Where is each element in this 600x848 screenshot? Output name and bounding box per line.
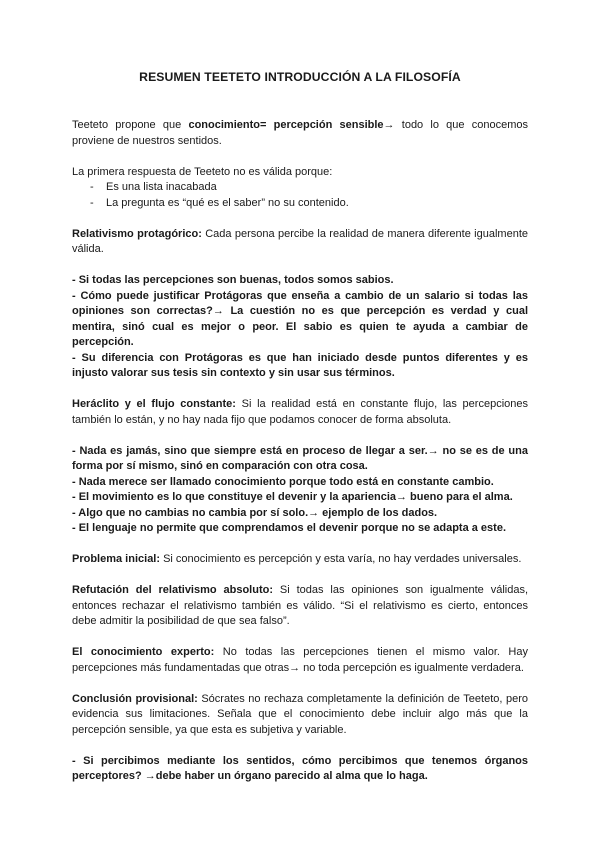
section-label: Heráclito y el flujo constante: [72, 398, 236, 410]
bold-term: conocimiento= percepción sensible [188, 119, 384, 131]
bold-text: - Si percibimos mediante los sentidos, cómo percibimos que tenemos órganos perceptores? →debe haber un órgano parecido al alma que lo haga. [72, 754, 528, 782]
paragraph-conclusion [72, 692, 528, 739]
text-run: Cada persona percibe la realidad de manera diferente igualmente válida. [72, 227, 528, 255]
paragraph-initial-problem [72, 552, 528, 568]
paragraph-first-answer: La primera respuesta de Teeteto no es válida porque: [72, 165, 333, 178]
text-run: Si todas las opiniones son igualmente válidas, entonces rechazar el relativismo también es válido. “Si el relativismo es cierto, entonces debe admitir la posibilidad de que sea falso”. [72, 584, 528, 627]
bold-point [72, 351, 528, 382]
bold-point [72, 475, 528, 491]
section-label: Problema inicial: [72, 553, 161, 565]
dash-list [72, 180, 528, 211]
text-run: → todo lo que conocemos proviene de nuestros sentidos. [72, 119, 528, 147]
bold-text: - Su diferencia con Protágoras es que han iniciado desde puntos diferentes y es injusto valorar sus tesis sin contexto y sin usar sus términos. [72, 351, 528, 379]
bold-text: - Cómo puede justificar Protágoras que enseña a cambio de un salario si todas las opiniones son correctas?→ La cuestión no es que percepción es verdad y cual mentira, sinó cual es mejor o peor. El sabio es quien te ayuda a cambiar de percepción. [72, 289, 528, 348]
bold-text: - El lenguaje no permite que comprendamos el devenir porque no se adapta a este. [72, 522, 507, 534]
list-item: - Es una lista inacabada [90, 180, 528, 196]
paragraph-definition [72, 118, 528, 149]
section-label: El conocimiento experto: [72, 646, 215, 658]
bold-text: - Nada es jamás, sino que siempre está en proceso de llegar a ser.→ no se es de una forma por sí mismo, sinó en comparación con otra cosa. [72, 444, 528, 472]
bold-text: - El movimiento es lo que constituye el devenir y la apariencia→ bueno para el alma. [72, 491, 513, 503]
text-run: No todas las percepciones tienen el mismo valor. Hay percepciones más fundamentadas que otras→ no toda percepción es igualmente verdadera. [72, 646, 528, 674]
section-label: Relativismo protagórico: [72, 227, 202, 240]
text-run: Teeteto propone que [72, 119, 189, 131]
list-item: - La pregunta es “qué es el saber” no su contenido. [90, 196, 528, 212]
bold-point [72, 273, 528, 289]
bold-point [72, 521, 528, 537]
text-run: Sócrates no rechaza completamente la definición de Teeteto, pero evidencia sus limitaciones. Señala que el conocimiento debe incluir algo más que la percepción sensible, ya que esta es subjetiva y variable. [72, 692, 528, 736]
paragraph-refutation [72, 583, 528, 630]
bold-point [72, 506, 528, 522]
bold-text: - Si todas las percepciones son buenas, todos somos sabios. [72, 274, 394, 286]
text-run: Si conocimiento es percepción y esta varía, no hay verdades universales. [160, 553, 522, 565]
text-run: Si la realidad está en constante flujo, las percepciones también lo están, y no hay nada fijo que podamos conocer de forma absoluta. [72, 398, 528, 426]
bold-point [72, 490, 528, 506]
bold-text: - Algo que no cambias no cambia por sí solo.→ ejemplo de los dados. [72, 506, 438, 519]
section-label: Conclusión provisional: [72, 692, 198, 705]
document-title: RESUMEN TEETETO INTRODUCCIÓN A LA FILOSOFÍA [139, 70, 461, 84]
bold-point [72, 444, 528, 475]
bold-text: - Nada merece ser llamado conocimiento porque todo está en constante cambio. [72, 475, 494, 488]
paragraph-heraclitus [72, 397, 528, 428]
section-label: Refutación del relativismo absoluto: [72, 584, 274, 596]
paragraph-relativism [72, 227, 528, 258]
bold-point [72, 754, 528, 785]
bold-point [72, 289, 528, 351]
paragraph-expert-knowledge [72, 645, 528, 676]
